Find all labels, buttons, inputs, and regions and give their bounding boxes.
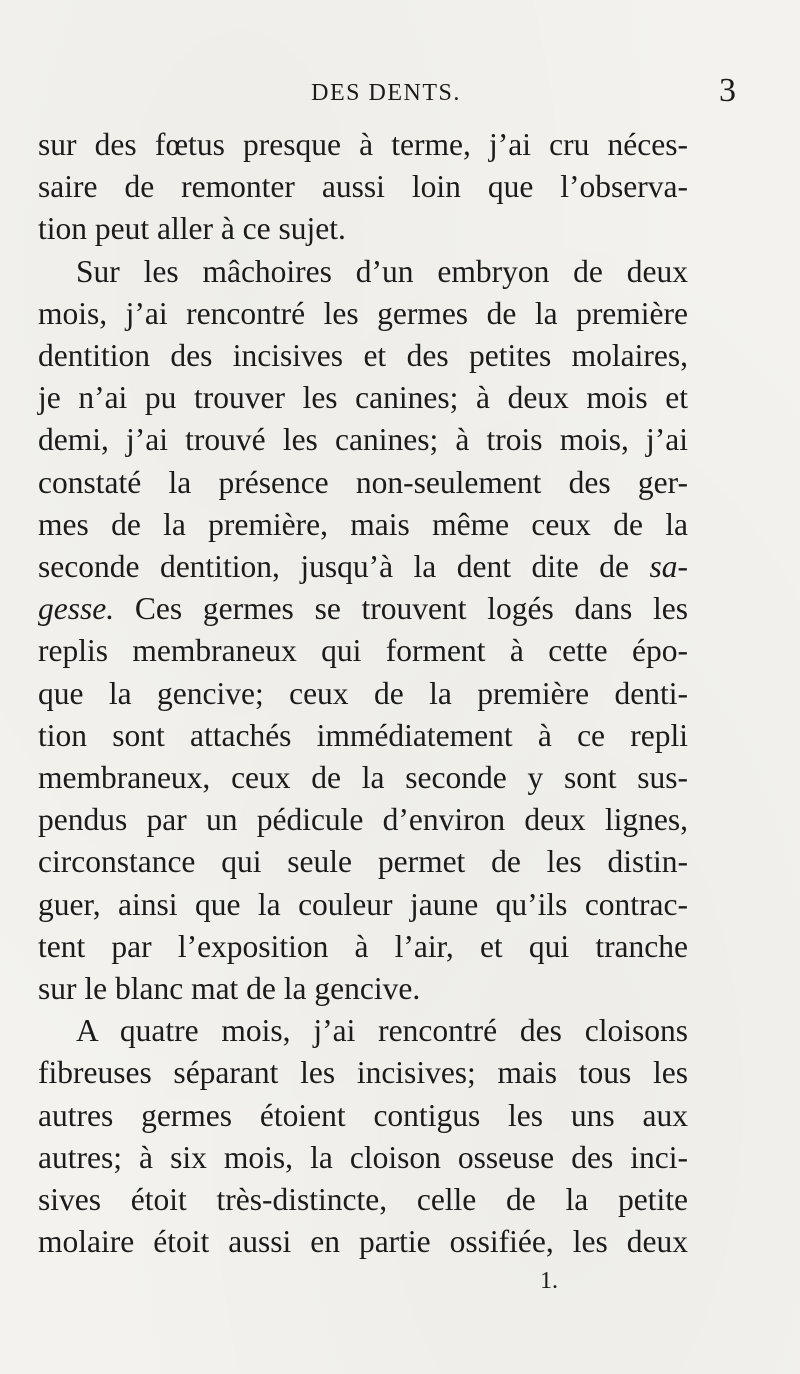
- text-line: que la gencive; ceux de la première denti-: [38, 675, 688, 711]
- text-line: gesse. Ces germes se trouvent logés dans les: [38, 591, 688, 627]
- paragraph: [38, 251, 688, 1011]
- text-line: sives étoit très-distincte, celle de la petite: [38, 1182, 688, 1218]
- page-header: [36, 72, 736, 116]
- page-number: 3: [719, 72, 736, 109]
- text-line: sur le blanc mat de la gencive.: [38, 971, 421, 1007]
- text-line: guer, ainsi que la couleur jaune qu’ils contrac-: [38, 886, 688, 922]
- text-line: dentition des incisives et des petites molaires,: [38, 338, 688, 374]
- text-line: Sur les mâchoires d’un embryon de deux: [76, 253, 688, 289]
- text-line: pendus par un pédicule d’environ deux lignes,: [38, 802, 688, 838]
- paragraph: [38, 1010, 688, 1263]
- signature-mark: 1.: [540, 1268, 558, 1294]
- text-line: molaire étoit aussi en partie ossifiée, les deux: [38, 1224, 688, 1260]
- text-line: je n’ai pu trouver les canines; à deux mois et: [38, 380, 688, 416]
- text-line: saire de remonter aussi loin que l’observa-: [38, 169, 688, 205]
- text-line: seconde dentition, jusqu’à la dent dite de sa-: [38, 549, 688, 585]
- text-line: constaté la présence non-seulement des ger-: [38, 464, 688, 500]
- text-line: tion sont attachés immédiatement à ce repli: [38, 717, 688, 753]
- text-line: membraneux, ceux de la seconde y sont sus-: [38, 760, 688, 796]
- text-line: autres germes étoient contigus les uns aux: [38, 1097, 688, 1133]
- text-line: A quatre mois, j’ai rencontré des cloisons: [76, 1013, 688, 1049]
- running-head: DES DENTS.: [311, 80, 461, 106]
- paragraph: [38, 124, 688, 251]
- text-line: mes de la première, mais même ceux de la: [38, 506, 688, 542]
- body-text: [38, 124, 688, 1263]
- text-line: demi, j’ai trouvé les canines; à trois mois, j’ai: [38, 422, 688, 458]
- text-line: tent par l’exposition à l’air, et qui tranche: [38, 928, 688, 964]
- text-line: mois, j’ai rencontré les germes de la première: [38, 295, 688, 331]
- text-line: tion peut aller à ce sujet.: [38, 211, 346, 247]
- text-line: sur des fœtus presque à terme, j’ai cru néces-: [38, 127, 688, 162]
- text-line: circonstance qui seule permet de les distin-: [38, 844, 688, 880]
- text-line: replis membraneux qui forment à cette épo-: [38, 633, 688, 669]
- text-line: autres; à six mois, la cloison osseuse des inci-: [38, 1139, 688, 1175]
- text-line: fibreuses séparant les incisives; mais tous les: [38, 1055, 688, 1091]
